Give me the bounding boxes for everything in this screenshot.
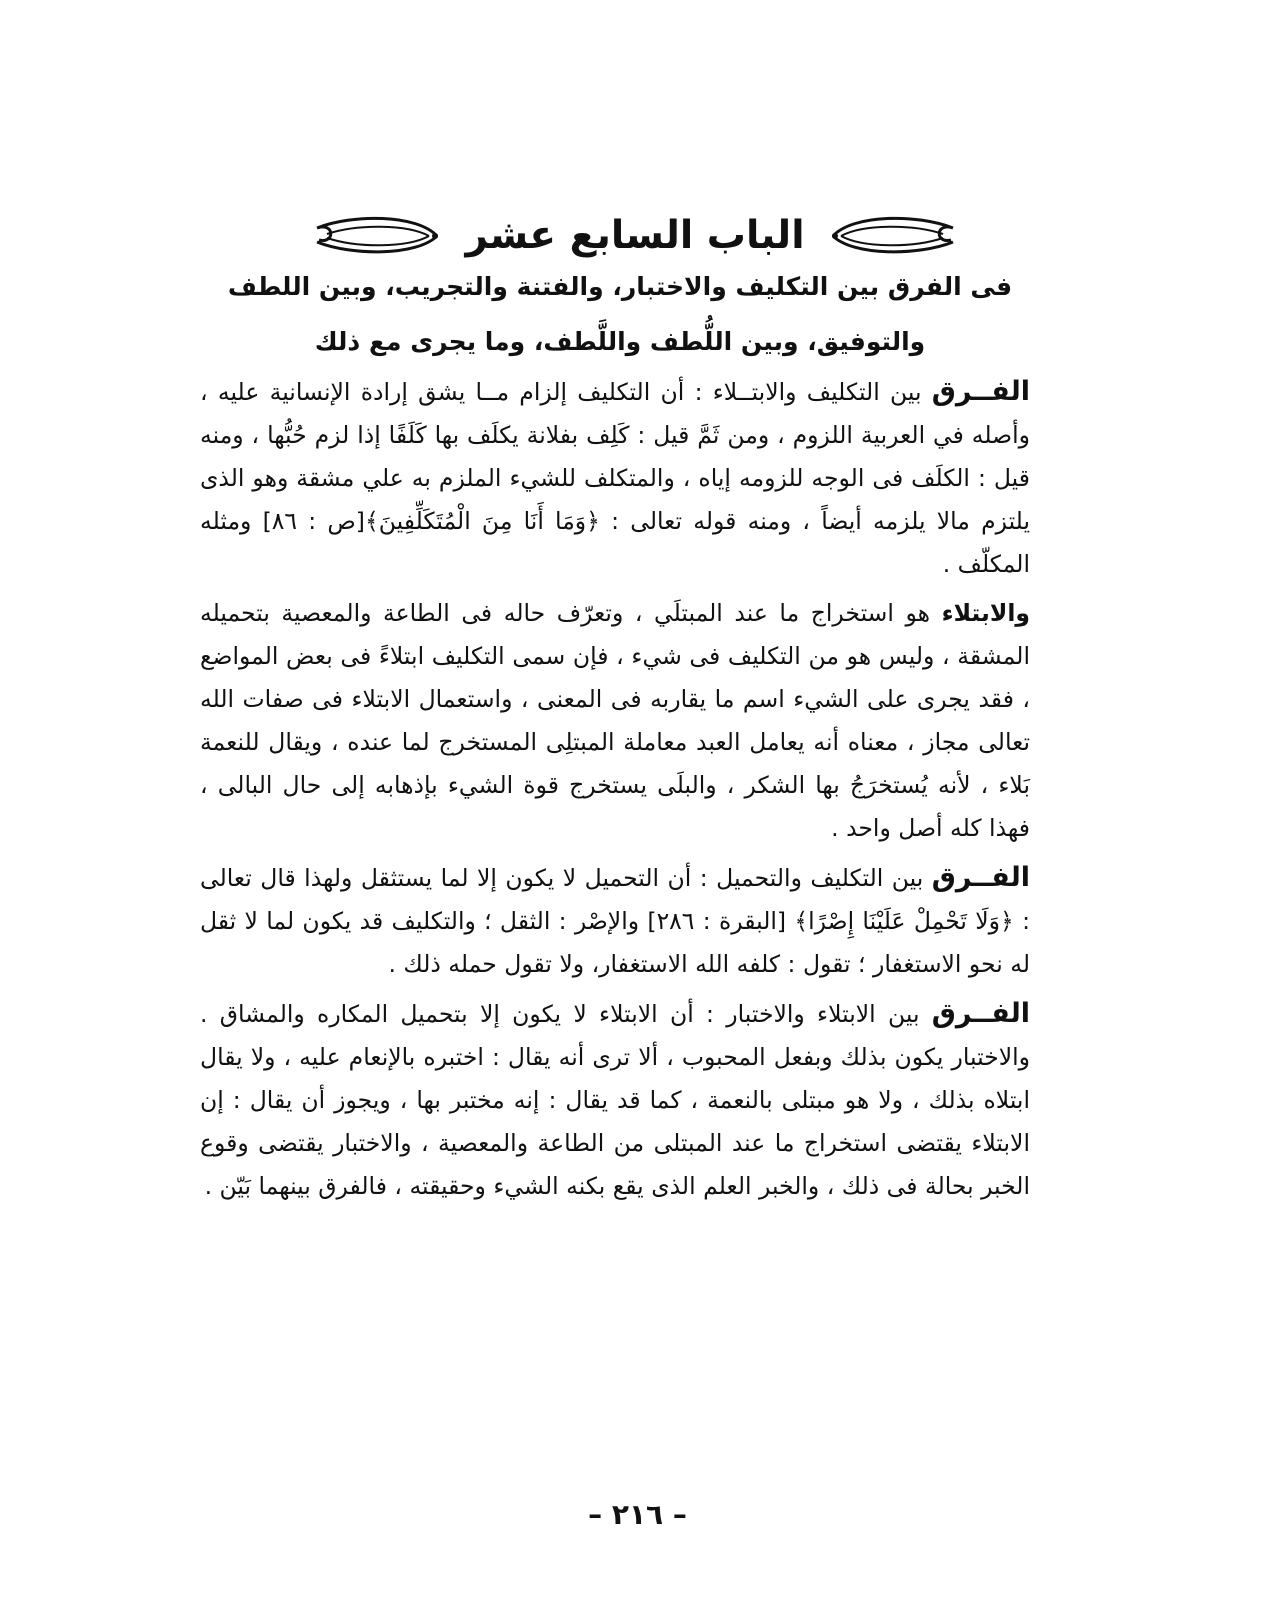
paragraph [200,592,1030,850]
scroll-ornament-icon [823,210,963,260]
paragraph [200,856,1030,986]
paragraph-lead-word: والابتلاء [941,599,1030,627]
body-text [200,370,1030,1208]
chapter-subtitle-line-1: فى الفرق بين التكليف والاختبار، والفتنة والتجريب، وبين اللطف [227,272,1013,301]
paragraph-lead-word: الفــرق [931,862,1030,893]
paragraph [200,370,1030,586]
paragraph-text: بين التكليف والابتــلاء : أن التكليف إلزام مــا يشق إرادة الإنسانية عليه ، وأصله في العربية اللزوم ، ومن ثَمَّ قيل : كَلِف بفلانة يكلَف بها كَلَفًا إذا لزم حُبُّها ، ومنه قيل : الكلَف فى الوجه للزومه إياه ، والمتكلف للشيء الملزم به علي مشقة وهو الذى يلتزم مالا يلزمه أيضاً ، ومنه قوله تعالى : ﴿وَمَا أَنَا مِنَ الْمُتَكَلِّفِينَ﴾[ص : ٨٦] ومثله المكلّف . [200,378,1031,578]
paragraph [200,992,1030,1208]
chapter-title: الباب السابع عشر [465,212,805,258]
chapter-subtitle-line-2: والتوفيق، وبين اللُّطف واللَّطف، وما يجرى مع ذلك [314,327,926,356]
paragraph-lead-word: الفــرق [931,376,1030,407]
page-number: – ٢١٦ – [588,1498,687,1531]
scroll-ornament-icon [307,210,447,260]
paragraph-text: هو استخراج ما عند المبتلَي ، وتعرّف حاله فى الطاعة والمعصية بتحميله المشقة ، وليس هو من التكليف فى شيء ، فإن سمى التكليف ابتلاءً فى بعض المواضع ، فقد يجرى على الشيء اسم ما يقاربه فى المعنى ، واستعمال الابتلاء فى صفات الله تعالى مجاز ، معناه أنه يعامل العبد معاملة المبتلِى المستخرج لما عنده ، ويقال للنعمة بَلاء ، لأنه يُستخرَجُ بها الشكر ، والبلَى يستخرج قوة الشيء بإذهابه إلى حال البالى ، فهذا كله أصل واحد . [200,599,1030,842]
chapter-header [290,196,980,274]
paragraph-lead-word: الفــرق [931,998,1030,1029]
paragraph-text: بين التكليف والتحميل : أن التحميل لا يكون إلا لما يستثقل ولهذا قال تعالى : ﴿وَلَا تَحْمِلْ عَلَيْنَا إِصْرًا﴾ [البقرة : ٢٨٦] والإصْر : الثقل ؛ والتكليف قد يكون لما لا ثقل له نحو الاستغفار ؛ تقول : كلفه الله الاستغفار، ولا تقول حمله ذلك . [200,864,1030,978]
paragraph-text: بين الابتلاء والاختبار : أن الابتلاء لا يكون إلا بتحميل المكاره والمشاق . والاختبار يكون بذلك وبفعل المحبوب ، ألا ترى أنه يقال : اختبره بالإنعام عليه ، ولا يقال ابتلاه بذلك ، ولا هو مبتلى بالنعمة ، كما قد يقال : إنه مختبر بها ، ويجوز أن يقال : إن الابتلاء يقتضى استخراج ما عند المبتلى من الطاعة والمعصية ، والاختبار يقتضى وقوع الخبر بحالة فى ذلك ، والخبر العلم الذى يقع بكنه الشيء وحقيقته ، فالفرق بينهما بَيّن . [200,1000,1030,1200]
